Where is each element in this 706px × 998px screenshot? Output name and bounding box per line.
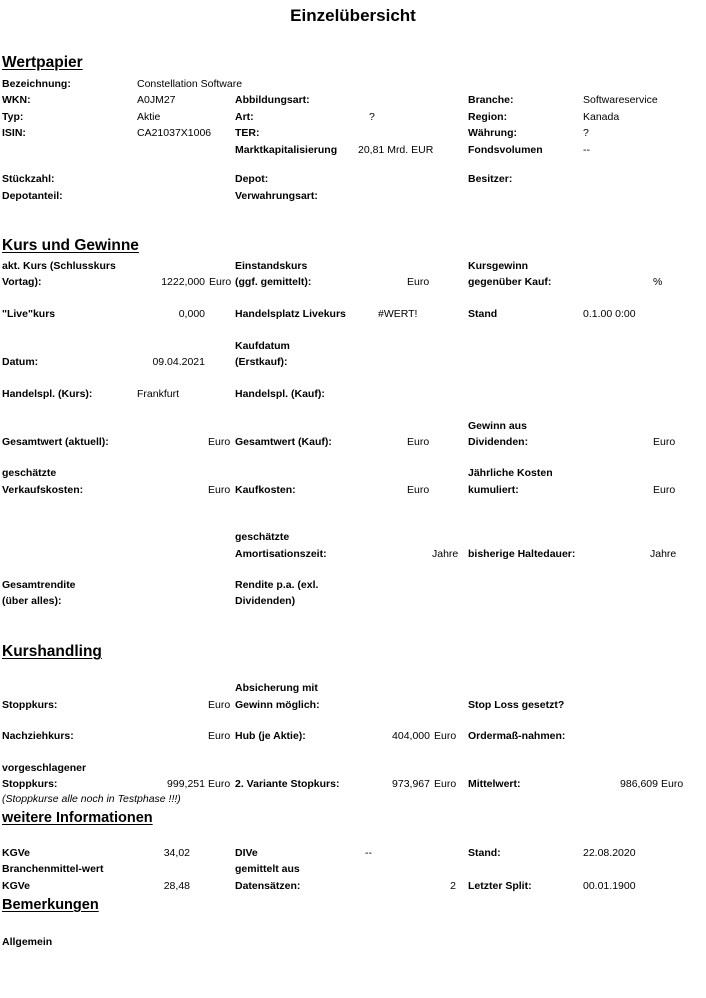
value-fondsvolumen: -- [583,144,590,156]
label-verwahrungsart: Verwahrungsart: [235,190,318,202]
value-hub: 404,000 [392,730,430,742]
label-kursgewinn-line1: Kursgewinn [468,260,529,272]
value-branche: Softwareservice [583,94,658,106]
value-marktkapitalisierung: 20,81 Mrd. EUR [358,144,434,156]
value-waehrung: ? [583,127,589,139]
value-art: ? [369,111,375,123]
label-verkaufskosten: Verkaufskosten: [2,484,84,496]
label-fondsvolumen: Fondsvolumen [468,144,543,156]
label-gesamtwert-kauf: Gesamtwert (Kauf): [235,436,332,448]
label-rendite-line2: Dividenden) [235,595,296,607]
label-kgve: KGVe [2,847,31,859]
page-title: Einzelübersicht [290,6,416,25]
label-region: Region: [468,111,508,123]
label-geschaetzte: geschätzte [2,467,57,479]
label-vorgeschlagener-stoppkurs: Stoppkurs: [2,778,58,790]
label-jaehrliche-kosten-line2: kumuliert: [468,484,519,496]
label-gewinn-aus-line1: Gewinn aus [468,420,527,432]
unit-einstandskurs: Euro [407,276,430,288]
label-mittelwert: Mittelwert: [468,778,521,790]
label-variante2-stopkurs: 2. Variante Stopkurs: [235,778,340,790]
label-datensaetzen: Datensätzen: [235,880,301,892]
value-vorgeschlagener-stoppkurs: 999,251 [167,778,205,790]
label-akt-kurs-line1: akt. Kurs (Schlusskurs [2,260,116,272]
label-absicherung-line1: Absicherung mit [235,682,318,694]
value-bezeichnung: Constellation Software [137,78,243,90]
label-handelsplatz-livekurs: Handelsplatz Livekurs [235,308,346,320]
unit-gesamtwert-aktuell: Euro [208,436,231,448]
label-depotanteil: Depotanteil: [2,190,63,202]
value-letzter-split: 00.01.1900 [583,880,636,892]
unit-kursgewinn: % [653,276,663,288]
label-art: Art: [235,111,254,123]
section-heading-wertpapier: Wertpapier [2,54,83,71]
label-wkn: WKN: [2,94,31,106]
value-region: Kanada [583,111,620,123]
label-branchenmittel-wert: Branchenmittel-wert [2,863,104,875]
section-heading-weitere-informationen: weitere Informationen [2,810,153,826]
label-kaufkosten: Kaufkosten: [235,484,296,496]
section-heading-kurs-und-gewinne: Kurs und Gewinne [2,237,139,254]
label-kgve-branchenmittel: KGVe [2,880,31,892]
value-mittelwert: 986,609 [620,778,658,790]
label-livekurs: "Live"kurs [2,308,56,320]
label-vorgeschlagener: vorgeschlagener [2,762,87,774]
unit-verkaufskosten: Euro [208,484,231,496]
label-handelspl-kauf: Handelspl. (Kauf): [235,388,325,400]
unit-amortisation: Jahre [432,548,459,560]
section-heading-kurshandling: Kurshandling [2,643,102,660]
value-isin: CA21037X1006 [137,127,212,139]
label-marktkapitalisierung: Marktkapitalisierung [235,144,338,156]
label-bisherige-haltedauer: bisherige Haltedauer: [468,548,576,560]
value-typ: Aktie [137,111,161,123]
note-testphase: (Stoppkurse alle noch in Testphase !!!) [2,793,181,805]
label-stoppkurs: Stoppkurs: [2,699,58,711]
unit-stoppkurs: Euro [208,699,231,711]
value-handelspl-kurs: Frankfurt [137,388,180,400]
label-stueckzahl: Stückzahl: [2,173,55,185]
label-amortisation-line2: Amortisationszeit: [235,548,327,560]
label-branche: Branche: [468,94,514,106]
label-besitzer: Besitzer: [468,173,513,185]
unit-gewinn-dividenden: Euro [653,436,676,448]
label-handelspl-kurs: Handelspl. (Kurs): [2,388,93,400]
label-bezeichnung: Bezeichnung: [2,78,71,90]
label-gesamtrendite-line1: Gesamtrendite [2,579,76,591]
value-wkn: A0JM27 [137,94,176,106]
label-gewinn-aus-line2: Dividenden: [468,436,529,448]
unit-mittelwert: Euro [661,778,684,790]
label-datum: Datum: [2,356,39,368]
label-kaufdatum-line2: (Erstkauf): [235,356,288,368]
unit-hub: Euro [434,730,457,742]
label-typ: Typ: [2,111,24,123]
unit-haltedauer: Jahre [650,548,677,560]
value-datensaetze: 2 [450,880,456,892]
unit-nachziehkurs: Euro [208,730,231,742]
label-nachziehkurs: Nachziehkurs: [2,730,74,742]
value-stand-weitere: 22.08.2020 [583,847,636,859]
section-heading-bemerkungen: Bemerkungen [2,897,99,913]
label-jaehrliche-kosten-line1: Jährliche Kosten [468,467,553,479]
label-abbildungsart: Abbildungsart: [235,94,310,106]
label-hub-je-aktie: Hub (je Aktie): [235,730,306,742]
label-gesamtrendite-line2: (über alles): [2,595,62,607]
label-kursgewinn-line2: gegenüber Kauf: [468,276,552,288]
label-kaufdatum-line1: Kaufdatum [235,340,290,352]
value-akt-kurs: 1222,000 [161,276,205,288]
label-akt-kurs-line2: Vortag): [2,276,42,288]
label-dive: DIVe [235,847,258,859]
label-gesamtwert-aktuell: Gesamtwert (aktuell): [2,436,109,448]
unit-jaehrliche-kosten: Euro [653,484,676,496]
label-einstandskurs-line1: Einstandskurs [235,260,308,272]
label-ordermassnahmen: Ordermaß-nahmen: [468,730,566,742]
label-allgemein: Allgemein [2,936,53,948]
value-handelsplatz-livekurs: #WERT! [378,308,418,320]
unit-kaufkosten: Euro [407,484,430,496]
value-kgve: 34,02 [163,847,190,859]
label-ter: TER: [235,127,260,139]
label-amortisation-line1: geschätzte [235,531,290,543]
unit-variante2-stopkurs: Euro [434,778,457,790]
unit-akt-kurs: Euro [209,276,232,288]
value-kgve-branchenmittel: 28,48 [163,880,190,892]
value-datum: 09.04.2021 [152,356,205,368]
label-isin: ISIN: [2,127,26,139]
label-absicherung-line2: Gewinn möglich: [235,699,320,711]
label-letzter-split: Letzter Split: [468,880,532,892]
label-stand-kurs: Stand [468,308,498,320]
label-stop-loss-gesetzt: Stop Loss gesetzt? [468,699,565,711]
label-einstandskurs-line2: (ggf. gemittelt): [235,276,312,288]
label-waehrung: Währung: [468,127,517,139]
value-dive: -- [365,847,372,859]
label-stand-weitere: Stand: [468,847,501,859]
label-rendite-line1: Rendite p.a. (exl. [235,579,319,591]
label-depot: Depot: [235,173,269,185]
label-gemittelt-aus: gemittelt aus [235,863,300,875]
unit-vorgeschlagener-stoppkurs: Euro [208,778,231,790]
value-stand-kurs: 0.1.00 0:00 [583,308,636,320]
unit-gesamtwert-kauf: Euro [407,436,430,448]
value-livekurs: 0,000 [178,308,205,320]
value-variante2-stopkurs: 973,967 [392,778,430,790]
